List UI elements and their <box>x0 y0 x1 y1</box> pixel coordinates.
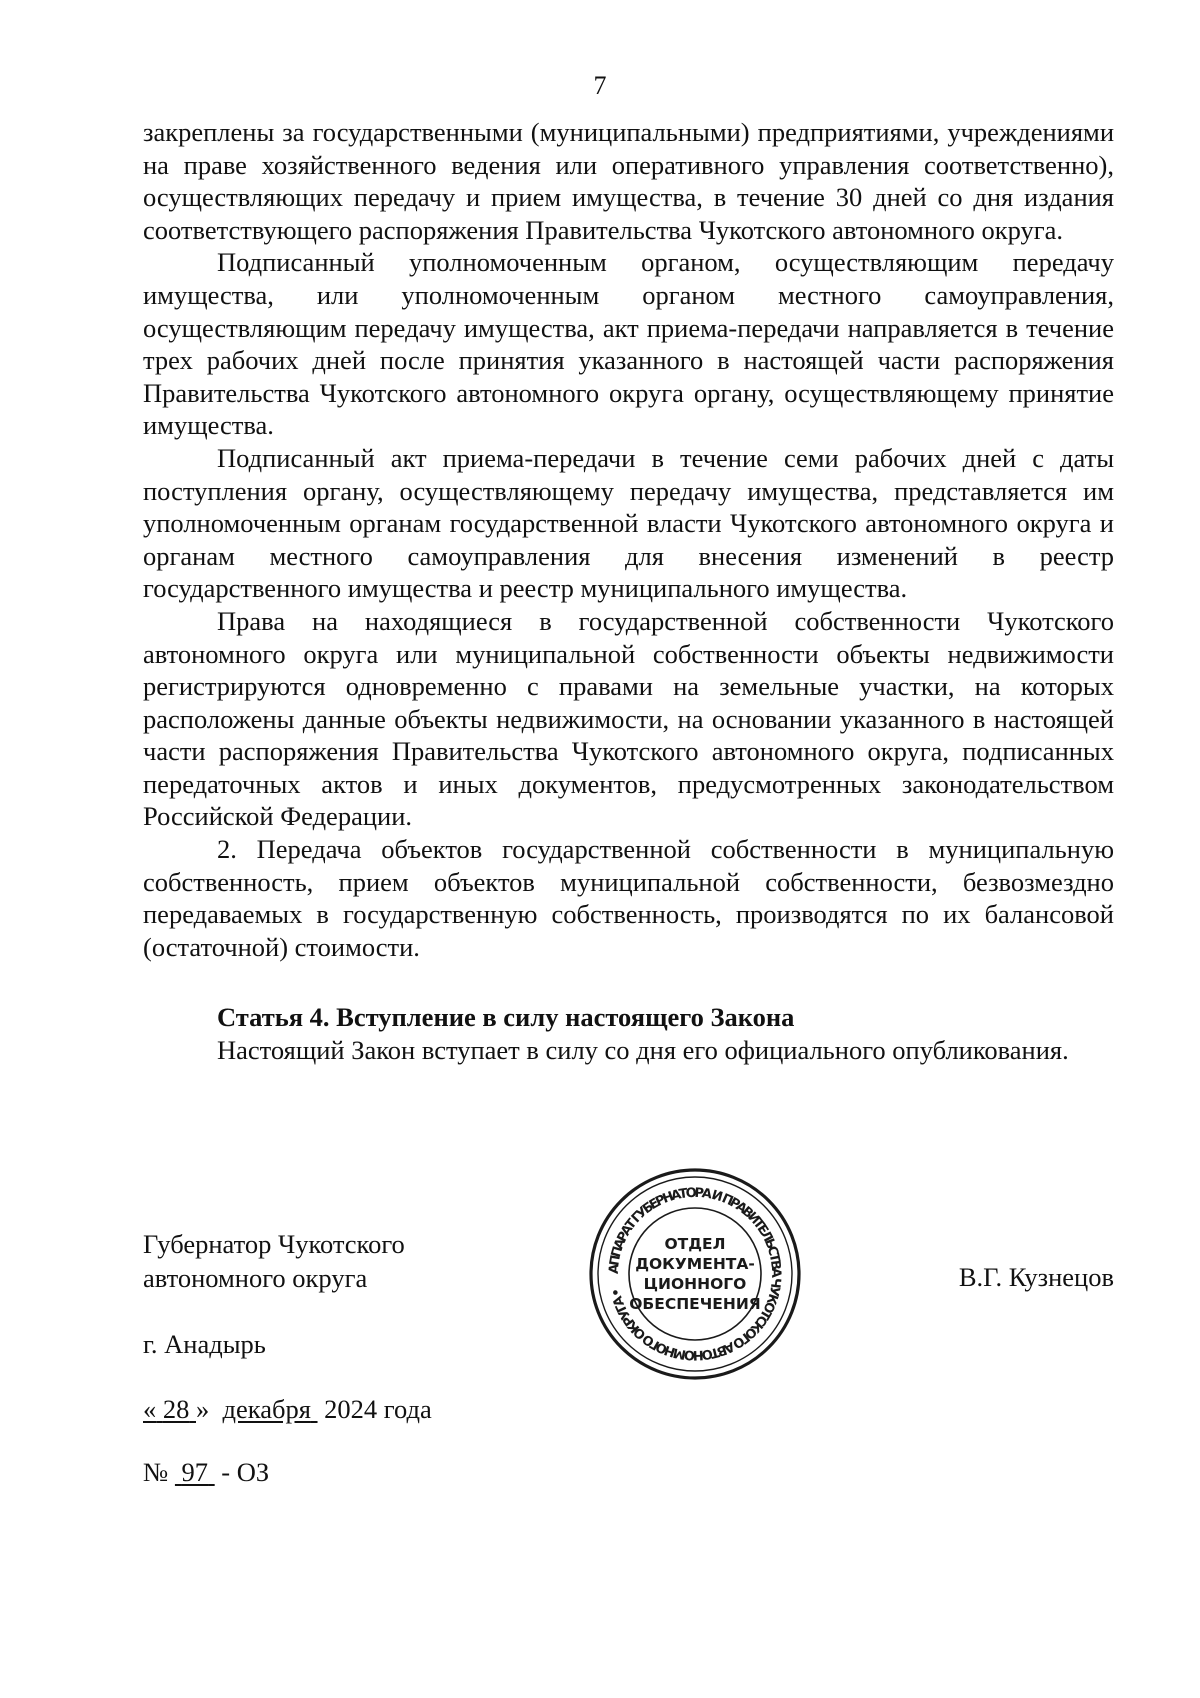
law-number-suffix: - ОЗ <box>221 1457 270 1487</box>
paragraph-continuation: закреплены за государственными (муниципальными) предприятиями, учреждениями на праве хозяйственного ведения или оперативного управления соответственно), осуществляющих передачу и прием имущества, в течение 30 дней со дня издания соответствующего распоряжения Правительства Чукотского автономного округа. <box>143 117 1114 245</box>
date-month-underlined <box>223 1394 318 1424</box>
signing-date <box>143 1392 432 1426</box>
date-day: 28 <box>162 1394 190 1424</box>
signing-place: г. Анадырь <box>143 1329 266 1359</box>
governor-title-line-2: автономного округа <box>143 1263 368 1293</box>
stamp-center-line-1: ОТДЕЛ <box>664 1235 726 1253</box>
stamp-center-line-2: ДОКУМЕНТА- <box>635 1255 755 1273</box>
date-open-quote: « <box>143 1394 157 1424</box>
paragraph-act-sending: Подписанный уполномоченным органом, осуществляющим передачу имущества, или уполномоченным органом местного самоуправления, осуществляющим передачу имущества, акт приема-передачи направляется в течение трех рабочих дней после принятия указанного в настоящей части распоряжения Правительства Чукотского автономного округа органу, осуществляющему принятие имущества. <box>143 247 1114 441</box>
law-number <box>143 1455 269 1489</box>
stamp-outer-ring <box>591 1170 799 1378</box>
law-number-value: 97 <box>181 1457 209 1487</box>
law-number-underlined <box>175 1457 215 1487</box>
date-day-underlined <box>156 1394 196 1424</box>
stamp-ring-text <box>607 1186 783 1362</box>
stamp-ring-textpath: АППАРАТ ГУБЕРНАТОРА И ПРАВИТЕЛЬСТВА ЧУКОТСКОГО АВТОНОМНОГО ОКРУГА • <box>606 1185 784 1363</box>
paragraph-act-registry: Подписанный акт приема-передачи в течение семи рабочих дней с даты поступления органу, осуществляющему передачу имущества, представляется им уполномоченным органам государственной власти Чукотского автономного округа и органам местного самоуправления для внесения изменений в реестр государственного имущества и реестр муниципального имущества. <box>143 442 1114 604</box>
governor-title-line-1: Губернатор Чукотского <box>143 1229 405 1259</box>
law-number-prefix: № <box>143 1457 169 1487</box>
date-month: декабря <box>222 1394 311 1424</box>
paragraph-property-rights: Права на находящиеся в государственной собственности Чукотского автономного округа или муниципальной собственности объекты недвижимости регистрируются одновременно с правами на земельные участки, на которых расположены данные объекты недвижимости, на основании указанного в настоящей части распоряжения Правительства Чукотского автономного округа, подписанных передаточных актов и иных документов, предусмотренных законодательством Российской Федерации. <box>143 605 1114 832</box>
stamp-center-line-4: ОБЕСПЕЧЕНИЯ <box>629 1295 761 1313</box>
article-text: Настоящий Закон вступает в силу со дня его официального опубликования. <box>217 1035 1069 1066</box>
stamp-inner-ring <box>629 1208 761 1340</box>
stamp-seal-graphic <box>584 1163 806 1385</box>
date-year: 2024 года <box>324 1394 432 1424</box>
page-number: 7 <box>593 71 607 100</box>
official-stamp <box>584 1163 806 1385</box>
paragraph-clause-2: 2. Передача объектов государственной собственности в муниципальную собственность, прием объектов муниципальной собственности, безвозмездно передаваемых в государственную собственность, производятся по их балансовой (остаточной) стоимости. <box>143 834 1114 962</box>
article-heading: Статья 4. Вступление в силу настоящего Закона <box>217 1002 795 1033</box>
governor-name: В.Г. Кузнецов <box>958 1262 1114 1292</box>
date-close-quote: » <box>196 1394 210 1424</box>
stamp-mid-ring <box>598 1177 792 1371</box>
stamp-center-line-3: ЦИОННОГО <box>643 1275 747 1293</box>
governor-title <box>143 1227 405 1295</box>
